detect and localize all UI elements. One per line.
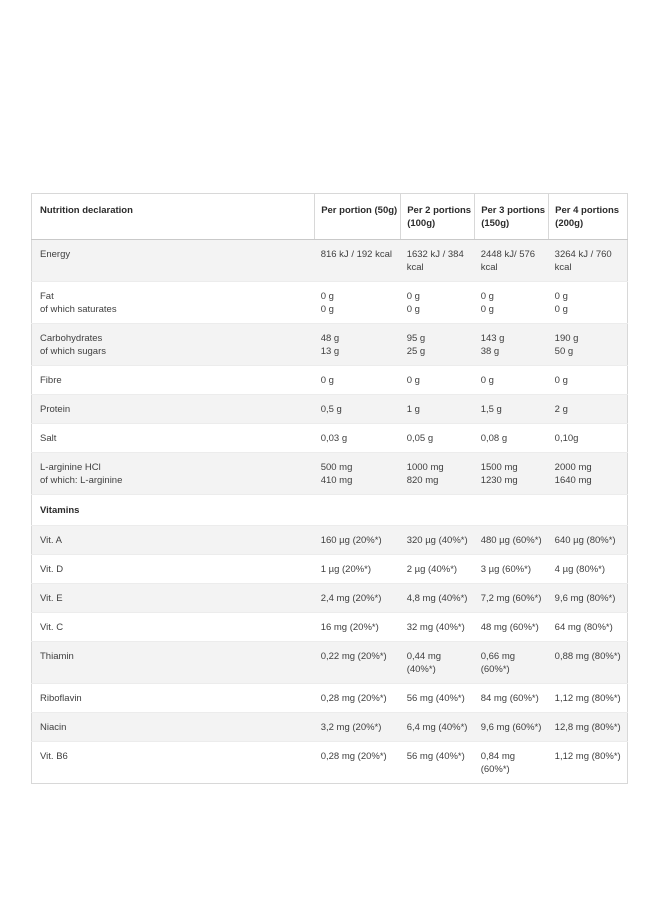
row-label <box>32 424 315 453</box>
table-row <box>32 240 628 282</box>
table-row <box>32 366 628 395</box>
value-line: 0,5 g <box>320 404 342 415</box>
value-line: 0 g <box>406 375 420 386</box>
label-line: Niacin <box>40 722 67 733</box>
nutrition-declaration-table <box>31 193 628 784</box>
value-cell <box>315 584 401 613</box>
value-cell <box>401 642 475 684</box>
value-line: 160 µg (20%*) <box>320 535 382 546</box>
label-line: of which: L-arginine <box>40 475 123 486</box>
value-line: 190 g <box>554 333 579 344</box>
row-label <box>32 584 315 613</box>
value-cell <box>315 282 401 324</box>
value-line: 7,2 mg (60%*) <box>480 593 542 604</box>
value-line: 0 g <box>554 304 568 315</box>
value-cell <box>401 453 475 495</box>
row-label <box>32 324 315 366</box>
value-cell <box>475 555 549 584</box>
value-line: 1640 mg <box>554 475 592 486</box>
value-cell <box>549 555 628 584</box>
value-line: 0 g <box>320 291 334 302</box>
header-line: Per 2 portions <box>407 205 472 216</box>
value-line: 0,44 mg (40%*) <box>406 651 442 675</box>
value-line: 56 mg (40%*) <box>406 751 465 762</box>
value-cell <box>401 282 475 324</box>
table-row <box>32 684 628 713</box>
value-cell <box>315 366 401 395</box>
value-cell <box>549 742 628 784</box>
value-cell <box>315 395 401 424</box>
value-cell <box>475 324 549 366</box>
value-cell <box>475 713 549 742</box>
value-cell <box>549 684 628 713</box>
label-line: Thiamin <box>40 651 74 662</box>
label-line: Carbohydrates <box>40 333 103 344</box>
value-line: 16 mg (20%*) <box>320 622 379 633</box>
header-line: Per 4 portions <box>555 205 620 216</box>
table-row <box>32 555 628 584</box>
label-line: Vit. A <box>40 535 63 546</box>
value-cell <box>475 742 549 784</box>
value-line: 0,88 mg (80%*) <box>554 651 621 662</box>
label-line: L-arginine HCl <box>40 462 101 473</box>
value-line: 3,2 mg (20%*) <box>320 722 382 733</box>
value-cell <box>475 395 549 424</box>
label-line: Vit. D <box>40 564 64 575</box>
value-line: 4,8 mg (40%*) <box>406 593 468 604</box>
value-line: 64 mg (80%*) <box>554 622 613 633</box>
label-line: Riboflavin <box>40 693 82 704</box>
value-cell <box>549 240 628 282</box>
header-line: (100g) <box>407 218 436 229</box>
value-line: 0,28 mg (20%*) <box>320 693 387 704</box>
value-cell <box>549 526 628 555</box>
row-label <box>32 366 315 395</box>
value-cell <box>401 395 475 424</box>
value-line: 2,4 mg (20%*) <box>320 593 382 604</box>
value-line: 25 g <box>406 346 426 357</box>
value-line: 2448 kJ/ 576 kcal <box>480 249 536 273</box>
table-row <box>32 613 628 642</box>
value-cell <box>315 684 401 713</box>
label-line: of which saturates <box>40 304 117 315</box>
table-row <box>32 324 628 366</box>
table-row <box>32 584 628 613</box>
label-line: Fat <box>40 291 54 302</box>
value-line: 0,03 g <box>320 433 348 444</box>
value-cell <box>549 282 628 324</box>
row-label <box>32 495 628 526</box>
value-line: 32 mg (40%*) <box>406 622 465 633</box>
value-cell <box>401 526 475 555</box>
value-line: 1,12 mg (80%*) <box>554 751 621 762</box>
value-line: 0 g <box>480 304 494 315</box>
value-line: 95 g <box>406 333 426 344</box>
value-line: 143 g <box>480 333 505 344</box>
header-line: Per portion (50g) <box>321 205 398 216</box>
value-line: 0,66 mg (60%*) <box>480 651 516 675</box>
value-cell <box>475 366 549 395</box>
label-line: Vit. C <box>40 622 64 633</box>
header-line: (150g) <box>481 218 510 229</box>
value-line: 1000 mg <box>406 462 444 473</box>
label-line: Vit. E <box>40 593 63 604</box>
value-line: 0 g <box>480 375 494 386</box>
value-line: 0,22 mg (20%*) <box>320 651 387 662</box>
value-cell <box>315 713 401 742</box>
value-line: 1632 kJ / 384 kcal <box>406 249 464 273</box>
value-cell <box>315 240 401 282</box>
header-per-portion-col-2 <box>401 194 475 240</box>
value-line: 9,6 mg (80%*) <box>554 593 616 604</box>
value-line: 84 mg (60%*) <box>480 693 539 704</box>
label-line: Protein <box>40 404 71 415</box>
value-cell <box>401 742 475 784</box>
table-row <box>32 424 628 453</box>
value-line: 820 mg <box>406 475 439 486</box>
value-line: 0 g <box>554 375 568 386</box>
value-cell <box>401 240 475 282</box>
value-cell <box>549 613 628 642</box>
value-cell <box>549 642 628 684</box>
value-cell <box>315 642 401 684</box>
value-cell <box>401 684 475 713</box>
header-line: (200g) <box>555 218 584 229</box>
header-nutrition-declaration: Nutrition declaration <box>32 194 315 240</box>
value-cell <box>401 424 475 453</box>
table-row <box>32 713 628 742</box>
value-cell <box>549 395 628 424</box>
row-label <box>32 240 315 282</box>
label-line: Salt <box>40 433 57 444</box>
label-line: Vitamins <box>40 505 80 516</box>
value-line: 3264 kJ / 760 kcal <box>554 249 612 273</box>
value-cell <box>401 555 475 584</box>
value-cell <box>475 613 549 642</box>
value-line: 3 µg (60%*) <box>480 564 532 575</box>
value-line: 9,6 mg (60%*) <box>480 722 542 733</box>
value-line: 816 kJ / 192 kcal <box>320 249 392 260</box>
value-cell <box>401 366 475 395</box>
header-per-portion-col-3 <box>475 194 549 240</box>
value-line: 480 µg (60%*) <box>480 535 542 546</box>
value-line: 1 g <box>406 404 420 415</box>
value-cell <box>401 324 475 366</box>
value-cell <box>315 424 401 453</box>
value-cell <box>475 453 549 495</box>
row-label <box>32 282 315 324</box>
value-line: 0,28 mg (20%*) <box>320 751 387 762</box>
value-line: 38 g <box>480 346 500 357</box>
value-line: 12,8 mg (80%*) <box>554 722 621 733</box>
value-line: 13 g <box>320 346 340 357</box>
value-cell <box>549 713 628 742</box>
label-line: of which sugars <box>40 346 107 357</box>
value-line: 410 mg <box>320 475 353 486</box>
row-label <box>32 742 315 784</box>
value-cell <box>315 453 401 495</box>
value-line: 0 g <box>480 291 494 302</box>
value-cell <box>549 366 628 395</box>
value-line: 1,5 g <box>480 404 502 415</box>
row-label <box>32 613 315 642</box>
value-cell <box>475 282 549 324</box>
value-cell <box>401 713 475 742</box>
value-cell <box>401 584 475 613</box>
value-line: 6,4 mg (40%*) <box>406 722 468 733</box>
value-line: 1,12 mg (80%*) <box>554 693 621 704</box>
label-line: Energy <box>40 249 71 260</box>
value-cell <box>475 526 549 555</box>
value-cell <box>315 526 401 555</box>
row-label <box>32 713 315 742</box>
value-line: 50 g <box>554 346 574 357</box>
value-cell <box>315 555 401 584</box>
table-header <box>32 194 628 240</box>
table-row <box>32 742 628 784</box>
value-line: 0 g <box>406 291 420 302</box>
table-row <box>32 642 628 684</box>
table-row <box>32 526 628 555</box>
value-cell <box>315 742 401 784</box>
row-label <box>32 453 315 495</box>
value-line: 2000 mg <box>554 462 592 473</box>
value-cell <box>549 424 628 453</box>
value-cell <box>315 613 401 642</box>
value-line: 0,05 g <box>406 433 434 444</box>
value-line: 640 µg (80%*) <box>554 535 616 546</box>
value-line: 56 mg (40%*) <box>406 693 465 704</box>
value-line: 0 g <box>406 304 420 315</box>
value-line: 4 µg (80%*) <box>554 564 606 575</box>
value-line: 1500 mg <box>480 462 518 473</box>
value-cell <box>475 240 549 282</box>
value-line: 0,84 mg (60%*) <box>480 751 516 775</box>
value-cell <box>475 684 549 713</box>
section-row <box>32 495 628 526</box>
value-line: 0,10g <box>554 433 579 444</box>
value-line: 0 g <box>554 291 568 302</box>
value-line: 2 µg (40%*) <box>406 564 458 575</box>
value-line: 0 g <box>320 304 334 315</box>
value-cell <box>549 584 628 613</box>
value-line: 0,08 g <box>480 433 508 444</box>
value-line: 500 mg <box>320 462 353 473</box>
value-line: 48 mg (60%*) <box>480 622 539 633</box>
row-label <box>32 642 315 684</box>
table-row <box>32 395 628 424</box>
value-line: 1 µg (20%*) <box>320 564 372 575</box>
value-line: 2 g <box>554 404 568 415</box>
value-line: 0 g <box>320 375 334 386</box>
table-row <box>32 453 628 495</box>
value-cell <box>475 584 549 613</box>
value-cell <box>475 424 549 453</box>
value-line: 320 µg (40%*) <box>406 535 468 546</box>
header-per-portion-col-1 <box>315 194 401 240</box>
header-line: Per 3 portions <box>481 205 546 216</box>
row-label <box>32 395 315 424</box>
value-cell <box>549 453 628 495</box>
table-row <box>32 282 628 324</box>
value-cell <box>549 324 628 366</box>
value-line: 48 g <box>320 333 340 344</box>
value-cell <box>401 613 475 642</box>
value-cell <box>475 642 549 684</box>
label-line: Fibre <box>40 375 62 386</box>
row-label <box>32 555 315 584</box>
row-label <box>32 684 315 713</box>
header-row <box>32 194 628 240</box>
header-per-portion-col-4 <box>549 194 628 240</box>
label-line: Vit. B6 <box>40 751 68 762</box>
row-label <box>32 526 315 555</box>
table-body <box>32 240 628 784</box>
value-line: 1230 mg <box>480 475 518 486</box>
value-cell <box>315 324 401 366</box>
